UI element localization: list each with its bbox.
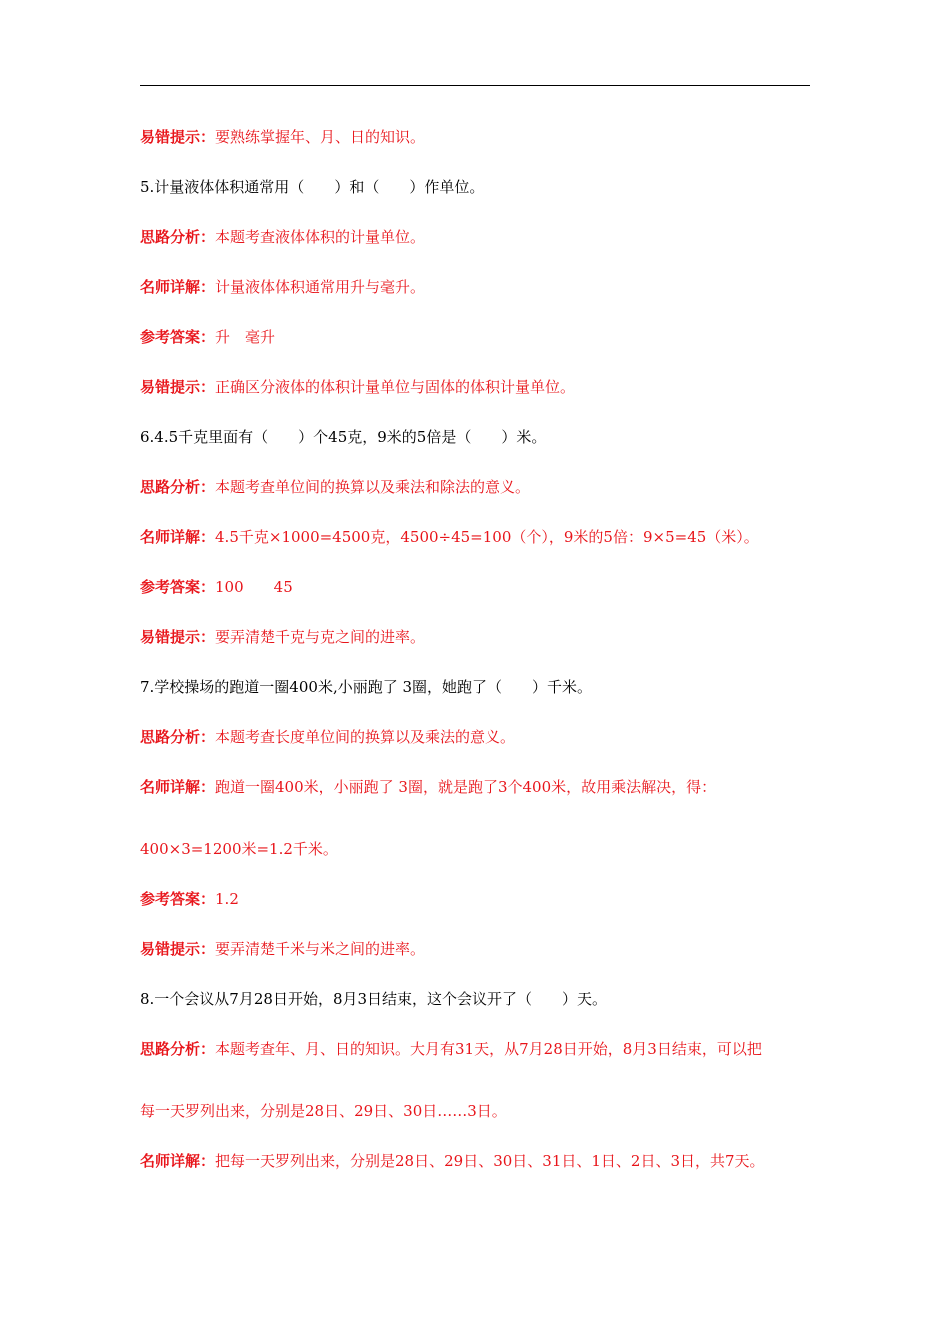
line-text: 本题考查长度单位间的换算以及乘法的意义。 (215, 728, 516, 746)
explanation-line (140, 277, 425, 297)
line-label: 易错提示： (140, 378, 216, 396)
line-text: 要弄清楚千米与米之间的进率。 (215, 940, 426, 958)
line-text: 要弄清楚千克与克之间的进率。 (215, 628, 426, 646)
answer-line (140, 577, 293, 597)
line-text: 升 毫升 (215, 328, 276, 346)
line-label: 参考答案： (140, 328, 216, 346)
explanation-line (140, 527, 759, 547)
analysis-line (140, 477, 530, 497)
tip-line (140, 939, 425, 959)
explanation-continuation: 400×3=1200米=1.2千米。 (140, 840, 338, 858)
question-6: 6.4.5千克里面有（ ）个45克，9米的5倍是（ ）米。 (140, 428, 547, 446)
line-text: 跑道一圈400米，小丽跑了 3圈，就是跑了3个400米，故用乘法解决，得： (215, 778, 717, 796)
line-text: 要熟练掌握年、月、日的知识。 (215, 128, 426, 146)
header-rule (140, 85, 810, 86)
line-text: 1.2 (215, 890, 239, 908)
tip-line (140, 127, 425, 147)
question-7: 7.学校操场的跑道一圈400米,小丽跑了 3圈，她跑了（ ）千米。 (140, 678, 593, 696)
line-label: 思路分析： (140, 228, 216, 246)
question-8: 8.一个会议从7月28日开始，8月3日结束，这个会议开了（ ）天。 (140, 990, 608, 1008)
line-label: 名师详解： (140, 1152, 216, 1170)
question-5: 5.计量液体体积通常用（ ）和（ ）作单位。 (140, 178, 485, 196)
tip-line (140, 627, 425, 647)
explanation-line (140, 1151, 765, 1171)
line-text: 4.5千克×1000=4500克，4500÷45=100（个），9米的5倍：9×5=45（米）。 (215, 528, 759, 546)
line-label: 思路分析： (140, 728, 216, 746)
line-label: 名师详解： (140, 778, 216, 796)
line-label: 易错提示： (140, 940, 216, 958)
answer-line (140, 327, 275, 347)
line-label: 参考答案： (140, 578, 216, 596)
line-text: 把每一天罗列出来，分别是28日、29日、30日、31日、1日、2日、3日，共7天。 (215, 1152, 765, 1170)
line-label: 思路分析： (140, 1040, 216, 1058)
line-label: 易错提示： (140, 628, 216, 646)
line-label: 思路分析： (140, 478, 216, 496)
answer-line (140, 889, 239, 909)
line-text: 本题考查单位间的换算以及乘法和除法的意义。 (215, 478, 531, 496)
line-text: 本题考查液体体积的计量单位。 (215, 228, 426, 246)
analysis-line (140, 727, 515, 747)
line-label: 名师详解： (140, 528, 216, 546)
line-text: 正确区分液体的体积计量单位与固体的体积计量单位。 (215, 378, 576, 396)
line-label: 参考答案： (140, 890, 216, 908)
analysis-line (140, 1039, 762, 1059)
explanation-line (140, 777, 716, 797)
line-label: 易错提示： (140, 128, 216, 146)
line-text: 计量液体体积通常用升与毫升。 (215, 278, 426, 296)
line-text: 本题考查年、月、日的知识。大月有31天，从7月28日开始，8月3日结束，可以把 (215, 1040, 762, 1058)
tip-line (140, 377, 575, 397)
line-text: 100 45 (215, 578, 293, 596)
analysis-line (140, 227, 425, 247)
line-label: 名师详解： (140, 278, 216, 296)
analysis-continuation: 每一天罗列出来，分别是28日、29日、30日……3日。 (140, 1102, 507, 1120)
